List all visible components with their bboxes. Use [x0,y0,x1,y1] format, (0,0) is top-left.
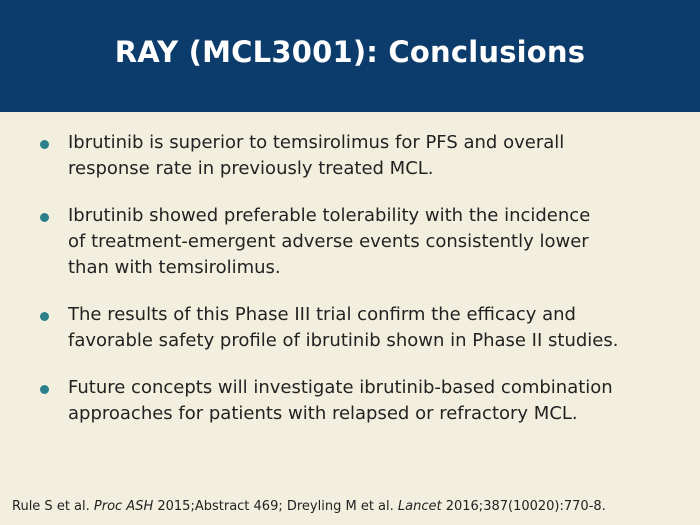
bullet-item [40,375,680,427]
bullet-line: response rate in previously treated MCL. [68,158,434,179]
bullet-line: of treatment-emergent adverse events consistently lower [68,231,589,252]
bullet-dot-icon [40,140,49,149]
bullet-text [68,302,618,354]
citation-text: 2015;Abstract 469; Dreyling M et al. [153,499,398,514]
bullet-line: than with temsirolimus. [68,257,281,278]
citation-journal: Proc ASH [93,499,154,514]
bullet-item [40,302,680,354]
bullet-text [68,375,613,427]
citation-text: 2016;387(10020):770-8. [441,499,606,514]
slide-title: RAY (MCL3001): Conclusions [114,35,586,69]
bullet-line: Ibrutinib is superior to temsirolimus for PFS and overall [68,132,565,153]
bullet-line: approaches for patients with relapsed or refractory MCL. [68,403,578,424]
citation-journal: Lancet [397,499,442,514]
citation-text: Rule S et al. [12,499,94,514]
bullet-text [68,130,564,182]
bullet-list [40,130,680,448]
bullet-line: The results of this Phase III trial confirm the efficacy and [68,304,576,325]
bullet-item [40,130,680,182]
bullet-line: Future concepts will investigate ibrutinib-based combination [68,377,613,398]
bullet-dot-icon [40,213,49,222]
bullet-dot-icon [40,312,49,321]
bullet-dot-icon [40,385,49,394]
bullet-line: Ibrutinib showed preferable tolerability with the incidence [68,205,591,226]
title-bar [0,0,700,112]
bullet-line: favorable safety profile of ibrutinib shown in Phase II studies. [68,330,619,351]
citation-footer [12,499,606,514]
bullet-text [68,203,590,281]
bullet-item [40,203,680,281]
